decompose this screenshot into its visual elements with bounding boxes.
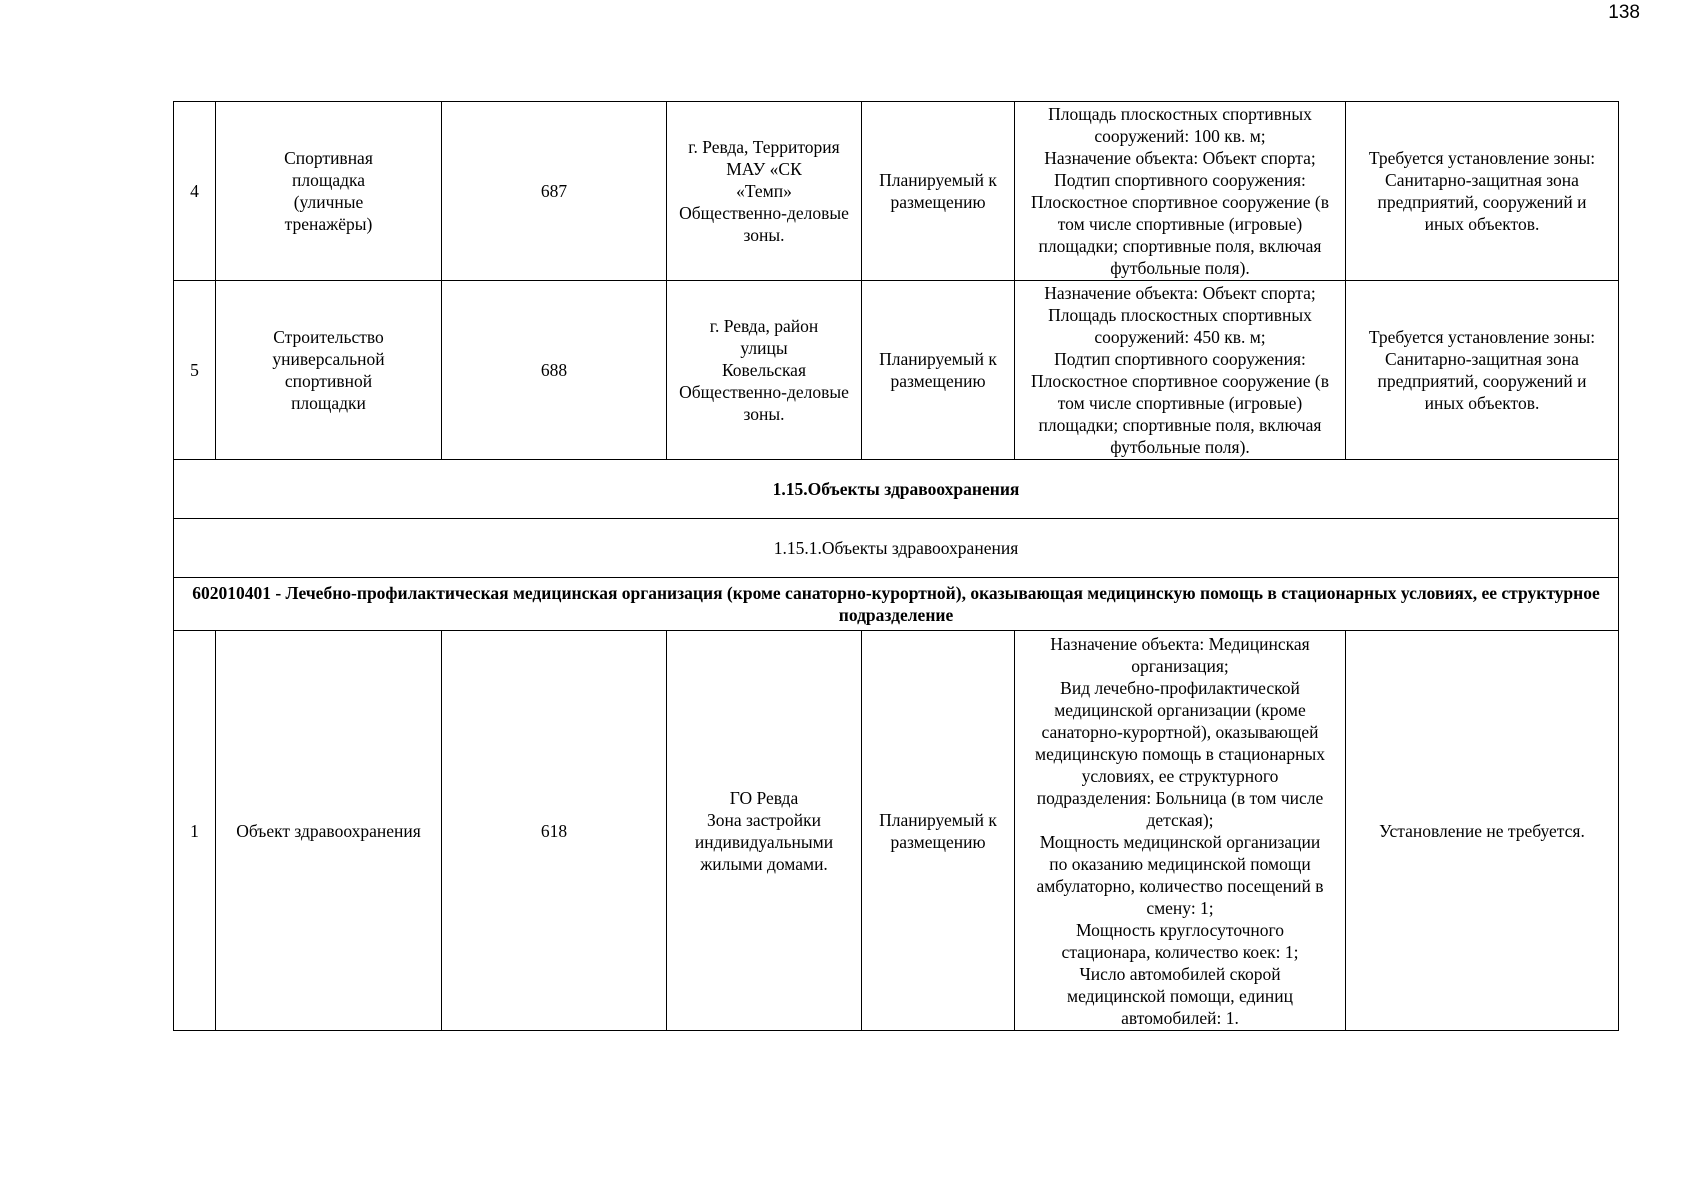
category-title: 602010401 - Лечебно-профилактическая медицинская организация (кроме санаторно-курортной), оказывающая медицинскую помощь в стационарных условиях, ее структурное подразделение <box>174 578 1619 631</box>
object-zone <box>1346 102 1619 281</box>
object-name-text: Строительство универсальной спортивной площадки <box>272 327 385 413</box>
object-zone-text: Требуется установление зоны: Санитарно-защитная зона предприятий, сооружений и иных объектов. <box>1368 327 1596 413</box>
category-row <box>174 578 1619 631</box>
object-code: 687 <box>442 102 667 281</box>
object-zone <box>1346 631 1619 1031</box>
object-status <box>862 102 1015 281</box>
object-status-text: Планируемый к размещению <box>879 809 997 852</box>
object-name <box>216 631 442 1031</box>
section-subheading-row <box>174 519 1619 578</box>
object-location <box>667 631 862 1031</box>
object-code: 688 <box>442 281 667 460</box>
page-number: 138 <box>1608 2 1640 23</box>
object-location <box>667 102 862 281</box>
object-name <box>216 102 442 281</box>
table-row <box>174 102 1619 281</box>
object-code: 618 <box>442 631 667 1031</box>
object-location-text: г. Ревда, Территория МАУ «СК «Темп» Общественно-деловые зоны. <box>679 137 849 245</box>
planning-objects-table <box>173 101 1619 1031</box>
object-name-text: Объект здравоохранения <box>236 820 421 841</box>
object-location-text: г. Ревда, район улицы Ковельская Общественно-деловые зоны. <box>679 316 849 424</box>
object-zone <box>1346 281 1619 460</box>
section-heading-row <box>174 460 1619 519</box>
object-characteristics-text: Назначение объекта: Объект спорта; Площадь плоскостных спортивных сооружений: 450 кв. м; Подтип спортивного сооружения: Плоскостное спортивное сооружение (в том числе спортивные (игровые) площадки; спортивные поля, включая футбольные поля). <box>1030 283 1330 457</box>
object-status-text: Планируемый к размещению <box>879 349 997 391</box>
table-row <box>174 631 1619 1031</box>
table-row <box>174 281 1619 460</box>
section-subheading: 1.15.1.Объекты здравоохранения <box>174 519 1619 578</box>
row-number: 1 <box>174 631 216 1031</box>
row-number: 5 <box>174 281 216 460</box>
object-location <box>667 281 862 460</box>
object-characteristics <box>1015 631 1346 1031</box>
object-status <box>862 631 1015 1031</box>
object-name-text: Спортивная площадка (уличные тренажёры) <box>284 148 373 234</box>
object-name <box>216 281 442 460</box>
object-status-text: Планируемый к размещению <box>879 170 997 212</box>
section-heading: 1.15.Объекты здравоохранения <box>174 460 1619 519</box>
object-characteristics-text: Площадь плоскостных спортивных сооружений: 100 кв. м; Назначение объекта: Объект спорта; Подтип спортивного сооружения: Плоскостное спортивное сооружение (в том числе спортивные (игровые) площадки; спортивные поля, включая футбольные поля). <box>1030 104 1330 278</box>
object-zone-text: Установление не требуется. <box>1379 820 1585 841</box>
object-characteristics-text: Назначение объекта: Медицинская организация; Вид лечебно-профилактической медицинской организации (кроме санаторно-курортной), оказывающей медицинскую помощь в стационарных условиях, ее структурного подразделения: Больница (в том числе детская); Мощность медицинской организации по оказанию медицинской помощи амбулаторно, количество посещений в смену: 1; Мощность круглосуточного стационара, количество коек: 1; Число автомобилей скорой медицинской помощи, единиц автомобилей: 1. <box>1035 633 1325 1028</box>
object-characteristics <box>1015 102 1346 281</box>
object-zone-text: Требуется установление зоны: Санитарно-защитная зона предприятий, сооружений и иных объектов. <box>1368 148 1596 234</box>
object-location-text: ГО Ревда Зона застройки индивидуальными жилыми домами. <box>694 787 834 874</box>
object-characteristics <box>1015 281 1346 460</box>
row-number: 4 <box>174 102 216 281</box>
object-status <box>862 281 1015 460</box>
